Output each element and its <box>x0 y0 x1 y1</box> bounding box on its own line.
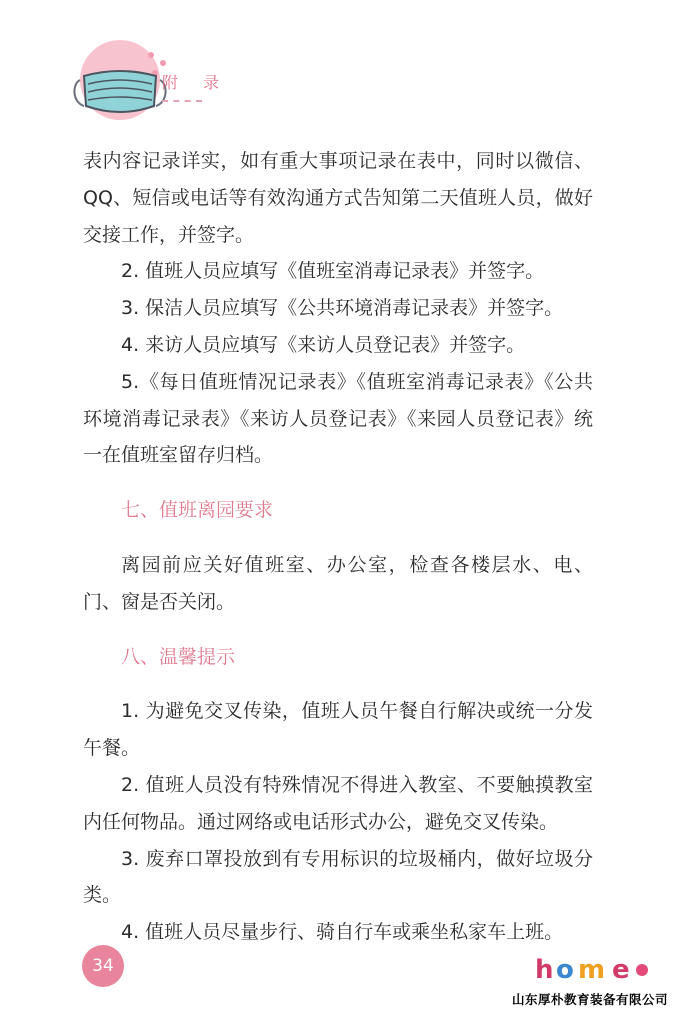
paragraph: 表内容记录详实，如有重大事项记录在表中，同时以微信、QQ、短信或电话等有效沟通方式告知第二天值班人员，做好交接工作，并签字。 <box>83 150 593 246</box>
paragraph: 3. 保洁人员应填写《公共环境消毒记录表》并签字。 <box>121 297 564 320</box>
home-logo-icon <box>530 954 660 984</box>
watermark <box>510 954 672 1014</box>
logo-letter-m: m <box>578 955 606 984</box>
list-item: 4. 值班人员尽量步行、骑自行车或乘坐私家车上班。 <box>121 921 564 944</box>
face-mask-icon <box>70 62 170 122</box>
paragraph: 4. 来访人员应填写《来访人员登记表》并签字。 <box>121 333 526 356</box>
page-content <box>83 143 593 951</box>
logo-letter-e: e <box>612 955 630 984</box>
paragraph: 离园前应关好值班室、办公室，检查各楼层水、电、门、窗是否关闭。 <box>83 553 593 613</box>
list-item: 2. 值班人员没有特殊情况不得进入教室、不要触摸教室内任何物品。通过网络或电话形式办公，避免交叉传染。 <box>83 773 593 833</box>
paragraph: 5.《每日值班情况记录表》《值班室消毒记录表》《公共环境消毒记录表》《来访人员登记表》《来园人员登记表》统一在值班室留存归档。 <box>83 370 593 467</box>
section-title: 七、值班离园要求 <box>121 499 274 522</box>
paragraph: 2. 值班人员应填写《值班室消毒记录表》并签字。 <box>121 260 545 283</box>
section-title: 八、温馨提示 <box>121 645 236 668</box>
logo-letter-o: o <box>556 955 574 984</box>
list-item: 3. 废弃口罩投放到有专用标识的垃圾桶内，做好垃圾分类。 <box>83 847 593 907</box>
page-number: 34 <box>82 945 124 987</box>
header-title: 附 录 <box>162 73 230 92</box>
list-item: 1. 为避免交叉传染，值班人员午餐自行解决或统一分发午餐。 <box>83 700 593 760</box>
appendix-header <box>70 40 290 120</box>
company-name: 山东厚朴教育装备有限公司 <box>511 992 668 1007</box>
header-underline <box>162 100 202 102</box>
logo-letter-h: h <box>535 955 554 984</box>
